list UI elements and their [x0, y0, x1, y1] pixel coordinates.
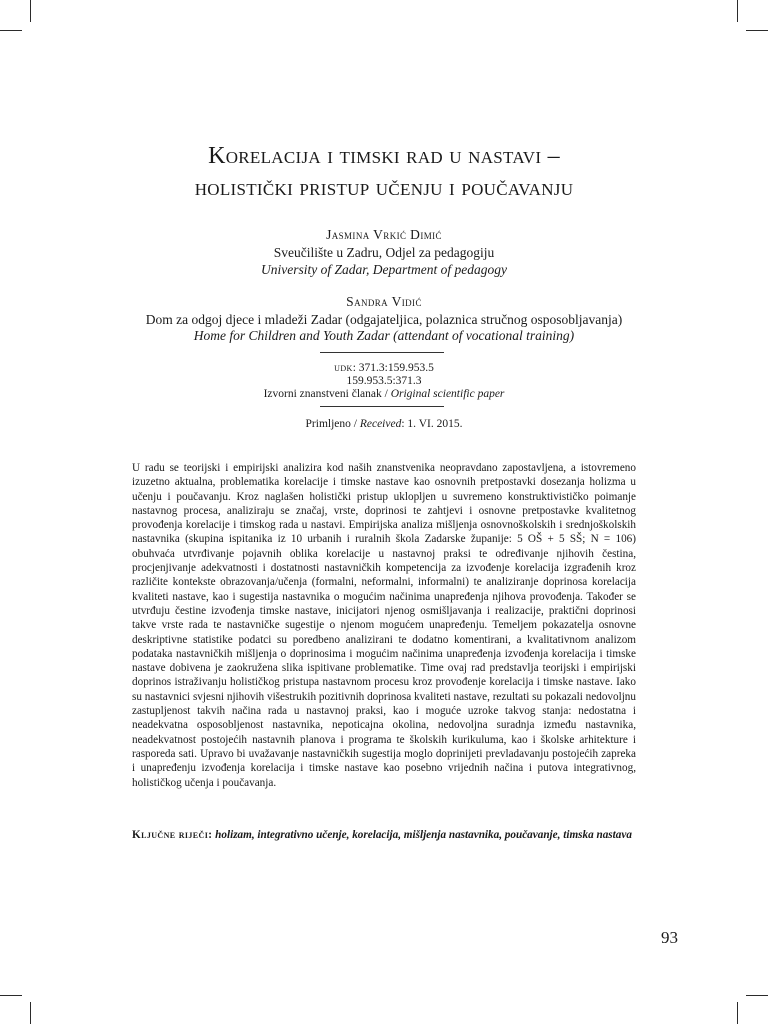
- paper-type-en: Original scientific paper: [390, 388, 505, 400]
- author1-affiliation-en: University of Zadar, Department of pedagogy: [261, 262, 507, 277]
- received-date-value: : 1. VI. 2015.: [401, 418, 463, 430]
- crop-mark: [0, 30, 22, 31]
- author1-name: Jasmina Vrkić Dimić: [326, 227, 442, 242]
- paper-type: [80, 387, 688, 401]
- paper-title-line2: holistički pristup učenju i poučavanju: [194, 175, 574, 201]
- crop-mark: [30, 1002, 31, 1024]
- paper-type-hr: Izvorni znanstveni članak /: [263, 388, 391, 400]
- received-label-hr: Primljeno /: [305, 418, 360, 430]
- author2-name: Sandra Vidić: [346, 294, 422, 309]
- author2-affiliation-en: Home for Children and Youth Zadar (attendant of vocational training): [193, 328, 575, 343]
- author2-affiliation-hr: Dom za odgoj djece i mladeži Zadar (odgajateljica, polaznica stručnog osposobljavanja): [145, 312, 623, 327]
- keywords: [132, 828, 636, 842]
- crop-mark: [30, 0, 31, 22]
- keywords-label: Ključne riječi:: [132, 829, 213, 841]
- divider-bottom: [320, 406, 444, 407]
- udk-line1: : 371.3:159.953.5: [352, 362, 434, 374]
- crop-mark: [737, 1002, 738, 1024]
- divider-top: [320, 352, 444, 353]
- udk-code: [80, 361, 688, 375]
- abstract-text: U radu se teorijski i empirijski analizira kod naših znanstvenika neopravdano zapostavljena, a istovremeno izuzetno aktualna, problematika korelacije i timske nastave kao osnovnih pretpostavki dosezanja holizma u učenju i poučavanju. Kroz naglašen holistički pristup uklopljen u suvremeno konstruktivističko poimanje nastavnog procesa, analiziraju se značaj, vrste, doprinosi te zahtjevi i osnovne pretpostavke kvalitetnog provođenja korelacije i timskog rada u nastavi. Empirijska analiza mišljenja osnovnoškolskih i srednjoškolskih nastavnika (skupina ispitanika iz 10 urbanih i ruralnih škola Zadarske županije: 5 OŠ + 5 SŠ; N = 106) obuhvaća utvrđivanje pojavnih oblika korelacije u nastavnoj praksi te određivanje njihovih čestina, procjenjivanje adekvatnosti i dostatnosti nastavničkih kompetencija za izvođenje korelacija izgrađenih kroz različite kontekste obrazovanja/učenja (formalni, neformalni, informalni) te analiziranje doprinosa korelacija kvaliteti nastave, kao i sugestija nastavnika o mogućim načinima unapređenja njihova provođenja. Također se utvrđuju čestine izvođenja timske nastave, inicijatori njenog osmišljavanja i realizacije, praktični doprinosi takve vrste rada te nastavničke sugestije o njenom mogućem unapređenju. Temeljem pokazatelja osnovne deskriptivne statistike podatci su poredbeno analizirani te dodatno komentirani, a kvalitativnom analizom podataka nastavničkih mišljenja o doprinosima i mogućim načinima unapređenja izvođenja korelacija i timske nastave dobivena je zaokružena slika ispitivane problematike. Time ovaj rad predstavlja teorijski i empirijski doprinos istraživanju holističkog pristupa nastavnom procesu kroz provođenje korelacija i timske nastave. Iako su nastavnici svjesni njihovih višestrukih pozitivnih doprinosa kvaliteti nastave, rezultati su pokazali nedovoljnu zastupljenost takvih načina rada u nastavnoj praksi, kao i moguće uzroke takvog stanja: nedostatna i neadekvatna osposobljenost nastavnika, nepoticajna okolina, nedovoljna suradnja između nastavnika, neadekvatnost postojećih nastavnih planova i programa te školskih kurikuluma, kao i školske arhitekture i rasporeda sati. Upravo bi uvažavanje nastavničkih sugestija moglo doprinijeti prevladavanju postojećih zapreka i unapređenju izvođenja korelacija i timske nastave kao posebno vrijednih načina i putova integrativnog, holističkog učenja i poučavanja.: [132, 462, 636, 789]
- received-label-en: Received: [359, 418, 402, 430]
- crop-mark: [737, 0, 738, 22]
- keywords-text: holizam, integrativno učenje, korelacija, mišljenja nastavnika, poučavanje, timska nastava: [212, 829, 632, 841]
- udk-label: udk: [334, 362, 353, 374]
- paper-title-line1: Korelacija i timski rad u nastavi –: [208, 143, 560, 169]
- crop-mark: [746, 30, 768, 31]
- udk-line2: 159.953.5:371.3: [346, 375, 422, 387]
- received-date: [80, 417, 688, 431]
- crop-mark: [0, 995, 22, 996]
- crop-mark: [746, 995, 768, 996]
- abstract: [132, 461, 636, 790]
- author1-affiliation-hr: Sveučilište u Zadru, Odjel za pedagogiju: [273, 245, 495, 260]
- page-number: 93: [661, 928, 678, 947]
